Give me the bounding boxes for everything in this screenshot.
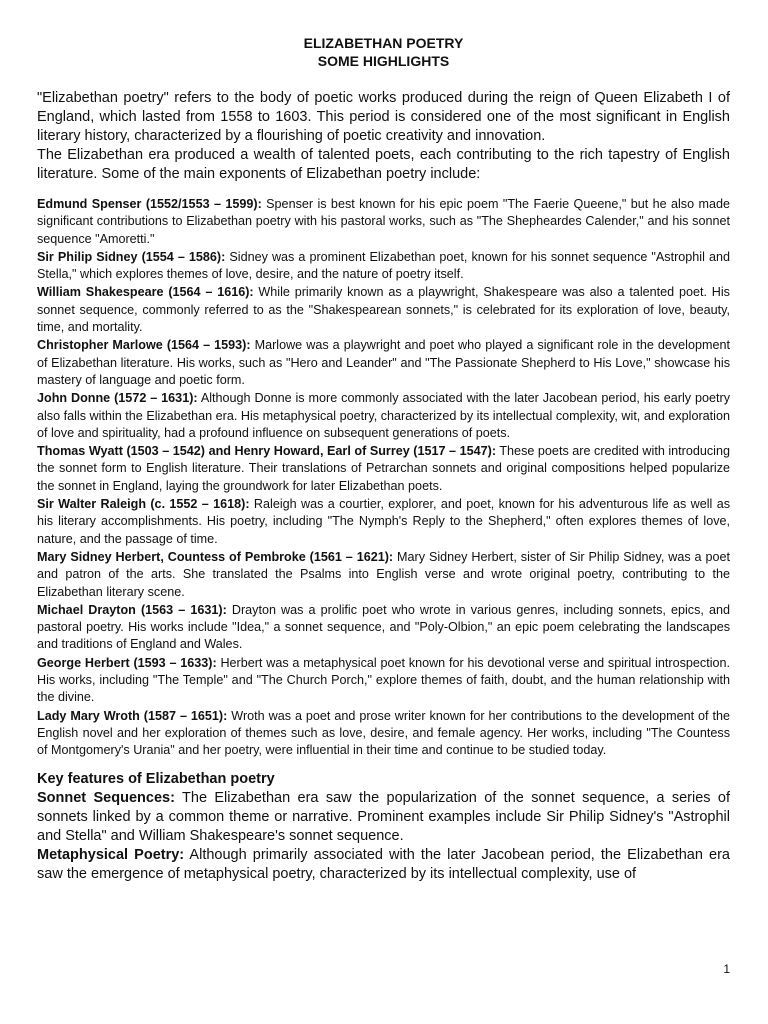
poet-description: Although Donne is more commonly associated with the later Jacobean period, his early poetry also falls within the Elizabethan era. His metaphysical poetry, characterized by its intellectual complexity, wit, and exploration of love and spirituality, had a profound influence on subsequent generations of poets. [37,391,730,440]
poet-name: Sir Philip Sidney (1554 – 1586): [37,249,226,264]
intro-paragraph: "Elizabethan poetry" refers to the body of poetic works produced during the reign of Queen Elizabeth I of England, which lasted from 1558 to 1603. This period is considered one of the most significant in English literary history, characterized by a flourishing of poetic creativity and innovation. [37,90,730,144]
poet-description: Raleigh was a courtier, explorer, and poet, known for his adventurous life as well as his literary accomplishments. His poetry, including "The Nymph's Reply to the Shepherd," often explores themes of love, nature, and the passage of time. [37,497,731,546]
title-line-1: ELIZABETHAN POETRY [303,35,464,51]
poet-entry [37,443,730,495]
feature-description: Although primarily associated with the later Jacobean period, the Elizabethan era saw the emergence of metaphysical poetry, characterized by its intellectual complexity, use of [37,846,730,882]
page-number: 1 [723,962,730,976]
feature-entry [37,789,730,846]
feature-description: The Elizabethan era saw the popularization of the sonnet sequence, a series of sonnets linked by a common theme or narrative. Prominent examples include Sir Philip Sidney's "Astrophil and Stella" and William Shakespeare's sonnet sequence. [37,789,730,844]
poet-entry [37,549,730,601]
document-title [37,34,730,70]
poet-description: These poets are credited with introducing the sonnet form to English literature. Their translations of Petrarchan sonnets and original compositions helped popularize the sonnet in England, laying the groundwork for later Elizabethan poets. [37,444,730,493]
poet-entry [37,602,730,654]
poet-name: Sir Walter Raleigh (c. 1552 – 1618): [37,497,250,512]
poet-description: Marlowe was a playwright and poet who played a significant role in the development of Elizabethan literature. His works, such as "Hero and Leander" and "The Passionate Shepherd to His Love," showcase his mastery of language and poetic form. [37,338,730,387]
poet-entry [37,249,730,284]
title-line-2: SOME HIGHLIGHTS [317,53,450,69]
intro-paragraph: The Elizabethan era produced a wealth of talented poets, each contributing to the rich tapestry of English literature. Some of the main exponents of Elizabethan poetry include: [37,147,730,182]
poet-description: Drayton was a prolific poet who wrote in various genres, including sonnets, epics, and pastoral poetry. His works include "Idea," a sonnet sequence, and "Poly-Olbion," an epic poem celebrating the landscapes and traditions of England and Wales. [37,602,730,652]
poet-name: William Shakespeare (1564 – 1616): [37,285,254,300]
poet-entry [37,655,730,707]
poet-name: George Herbert (1593 – 1633): [37,655,217,670]
poet-description: While primarily known as a playwright, Shakespeare was also a talented poet. His sonnet sequence, commonly referred to as the "Shakespearean sonnets," is celebrated for its exploration of love, beauty, time, and mortality. [37,285,730,335]
poet-description: Spenser is best known for his epic poem "The Faerie Queene," but he also made significant contributions to Elizabethan poetry with his pastoral works, such as "The Shepheardes Calender," and his sonnet sequence "Amoretti." [37,197,730,246]
poet-name: John Donne (1572 – 1631): [37,391,198,406]
key-features-heading: Key features of Elizabethan poetry [37,770,275,787]
poet-list [37,196,730,760]
poet-name: Thomas Wyatt (1503 – 1542) and Henry Howard, Earl of Surrey (1517 – 1547): [37,444,497,459]
poet-entry [37,390,730,442]
poet-name: Christopher Marlowe (1564 – 1593): [37,338,251,353]
poet-entry [37,708,730,760]
poet-entry [37,284,730,336]
poet-name: Lady Mary Wroth (1587 – 1651): [37,708,228,723]
feature-list [37,789,730,884]
poet-entry [37,337,730,389]
poet-entry [37,196,730,248]
poet-name: Michael Drayton (1563 – 1631): [37,602,227,617]
intro-section [37,89,730,184]
poet-entry [37,496,730,548]
poet-description: Sidney was a prominent Elizabethan poet, known for his sonnet sequence "Astrophil and Stella," which explores themes of love, desire, and the nature of poetry itself. [37,249,730,282]
poet-description: Wroth was a poet and prose writer known for her contributions to the development of the English novel and her exploration of themes such as love, desire, and female agency. Her works, including "The Countess of Montgomery's Urania" and her poetry, were influential in their time and continue to be studied today. [37,708,730,758]
poet-description: Mary Sidney Herbert, sister of Sir Philip Sidney, was a poet and patron of the arts. She translated the Psalms into English verse and wrote original poetry, contributing to the Elizabethan literary scene. [37,549,730,599]
feature-name: Metaphysical Poetry: [37,846,185,863]
feature-entry [37,846,730,884]
poet-description: Herbert was a metaphysical poet known for his devotional verse and spiritual introspection. His works, including "The Temple" and "The Church Porch," explore themes of faith, doubt, and the human relationship with the divine. [37,655,730,705]
feature-name: Sonnet Sequences: [37,789,175,806]
poet-name: Mary Sidney Herbert, Countess of Pembroke (1561 – 1621): [37,549,394,564]
document-page [37,34,730,884]
poet-name: Edmund Spenser (1552/1553 – 1599): [37,197,262,211]
